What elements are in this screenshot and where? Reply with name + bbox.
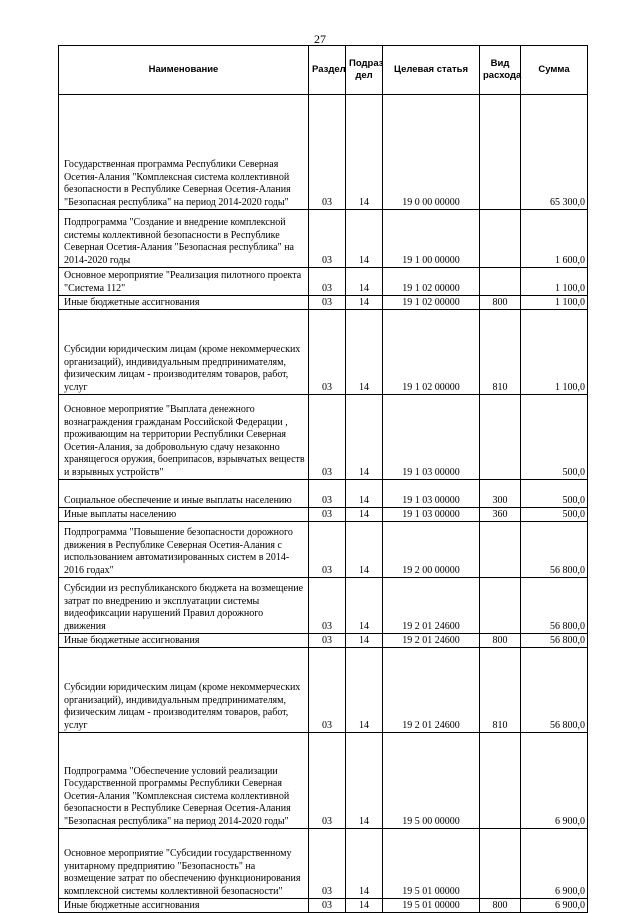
- row-razdel: 03: [309, 634, 346, 648]
- row-vid: 810: [480, 310, 521, 395]
- row-summa: 500,0: [521, 480, 588, 508]
- row-razdel: 03: [309, 899, 346, 913]
- row-vid: 810: [480, 648, 521, 733]
- table-row: [59, 829, 588, 899]
- row-razdel: 03: [309, 210, 346, 268]
- table-header-row: [59, 46, 588, 95]
- header-celevaya: Целевая статья: [383, 46, 480, 95]
- row-podrazdel: 14: [346, 268, 383, 296]
- row-podrazdel: 14: [346, 210, 383, 268]
- row-summa: 56 800,0: [521, 648, 588, 733]
- row-name: Субсидии юридическим лицам (кроме некоммерческих организаций), индивидуальным предпринимателям, физическим лицам - производителям товаров, работ, услуг: [59, 648, 309, 733]
- row-razdel: 03: [309, 829, 346, 899]
- row-razdel: 03: [309, 648, 346, 733]
- budget-table: [58, 45, 588, 913]
- row-name: Подпрограмма "Обеспечение условий реализации Государственной программы Республики Северная Осетия-Алания "Комплексная система коллективной безопасности в Республике Северная Осетия-Алания "Безопасная республика" на период 2014-2020 годы": [59, 733, 309, 829]
- row-summa: 6 900,0: [521, 829, 588, 899]
- row-summa: 65 300,0: [521, 95, 588, 210]
- table-row: [59, 268, 588, 296]
- header-name: Наименование: [59, 46, 309, 95]
- row-name: Иные бюджетные ассигнования: [59, 634, 309, 648]
- row-celevaya: 19 5 01 00000: [383, 899, 480, 913]
- row-vid: [480, 268, 521, 296]
- header-razdel: Раздел: [309, 46, 346, 95]
- row-razdel: 03: [309, 578, 346, 634]
- row-summa: 500,0: [521, 395, 588, 480]
- row-celevaya: 19 1 03 00000: [383, 395, 480, 480]
- row-summa: 1 100,0: [521, 268, 588, 296]
- row-vid: [480, 578, 521, 634]
- row-podrazdel: 14: [346, 829, 383, 899]
- row-summa: 56 800,0: [521, 578, 588, 634]
- row-razdel: 03: [309, 268, 346, 296]
- table-row: [59, 578, 588, 634]
- row-podrazdel: 14: [346, 310, 383, 395]
- row-vid: 800: [480, 634, 521, 648]
- row-podrazdel: 14: [346, 508, 383, 522]
- row-name: Основное мероприятие "Субсидии государственному унитарному предприятию "Безопасность" на возмещение затрат по обеспечению функционирования комплексной системы коллективной безопасности": [59, 829, 309, 899]
- row-vid: [480, 829, 521, 899]
- row-podrazdel: 14: [346, 296, 383, 310]
- row-vid: [480, 395, 521, 480]
- row-name: Субсидии из республиканского бюджета на возмещение затрат по внедрению и эксплуатации системы видеофиксации нарушений Правил дорожного движения: [59, 578, 309, 634]
- row-celevaya: 19 5 01 00000: [383, 829, 480, 899]
- table-row: [59, 480, 588, 508]
- row-summa: 1 100,0: [521, 296, 588, 310]
- row-vid: [480, 95, 521, 210]
- row-vid: 800: [480, 899, 521, 913]
- table-row: [59, 210, 588, 268]
- row-summa: 6 900,0: [521, 899, 588, 913]
- row-vid: 360: [480, 508, 521, 522]
- row-celevaya: 19 0 00 00000: [383, 95, 480, 210]
- table-row: [59, 733, 588, 829]
- header-summa: Сумма: [521, 46, 588, 95]
- row-podrazdel: 14: [346, 395, 383, 480]
- row-razdel: 03: [309, 522, 346, 578]
- table-row: [59, 508, 588, 522]
- row-vid: [480, 210, 521, 268]
- row-razdel: 03: [309, 733, 346, 829]
- row-razdel: 03: [309, 395, 346, 480]
- table-row: [59, 296, 588, 310]
- row-podrazdel: 14: [346, 480, 383, 508]
- table-row: [59, 95, 588, 210]
- row-summa: 56 800,0: [521, 522, 588, 578]
- row-razdel: 03: [309, 480, 346, 508]
- table-row: [59, 648, 588, 733]
- row-podrazdel: 14: [346, 522, 383, 578]
- row-celevaya: 19 2 00 00000: [383, 522, 480, 578]
- row-summa: 1 600,0: [521, 210, 588, 268]
- row-celevaya: 19 1 02 00000: [383, 296, 480, 310]
- table-row: [59, 634, 588, 648]
- header-podrazdel: Подраз дел: [346, 46, 383, 95]
- row-vid: 300: [480, 480, 521, 508]
- row-name: Субсидии юридическим лицам (кроме некоммерческих организаций), индивидуальным предпринимателям, физическим лицам - производителям товаров, работ, услуг: [59, 310, 309, 395]
- row-name: Социальное обеспечение и иные выплаты населению: [59, 480, 309, 508]
- row-name: Иные бюджетные ассигнования: [59, 296, 309, 310]
- row-name: Подпрограмма "Повышение безопасности дорожного движения в Республике Северная Осетия-Алания с использованием автоматизированных систем в 2014-2016 годах": [59, 522, 309, 578]
- row-celevaya: 19 1 00 00000: [383, 210, 480, 268]
- row-celevaya: 19 1 03 00000: [383, 508, 480, 522]
- table-row: [59, 310, 588, 395]
- row-name: Основное мероприятие "Выплата денежного вознаграждения гражданам Российской Федерации , проживающим на территории Республики Северная Осетия-Алания, за добровольную сдачу незаконно хранящегося оружия, боеприпасов, взрывчатых веществ и взрывных устройств": [59, 395, 309, 480]
- row-razdel: 03: [309, 296, 346, 310]
- row-celevaya: 19 2 01 24600: [383, 634, 480, 648]
- row-name: Государственная программа Республики Северная Осетия-Алания "Комплексная система коллективной безопасности в Республике Северная Осетия-Алания "Безопасная республика" на период 2014-2020 годы": [59, 95, 309, 210]
- row-podrazdel: 14: [346, 578, 383, 634]
- row-celevaya: 19 5 00 00000: [383, 733, 480, 829]
- row-podrazdel: 14: [346, 648, 383, 733]
- table-row: [59, 395, 588, 480]
- row-name: Иные выплаты населению: [59, 508, 309, 522]
- row-podrazdel: 14: [346, 899, 383, 913]
- row-razdel: 03: [309, 508, 346, 522]
- row-razdel: 03: [309, 95, 346, 210]
- row-razdel: 03: [309, 310, 346, 395]
- row-summa: 1 100,0: [521, 310, 588, 395]
- row-summa: 56 800,0: [521, 634, 588, 648]
- table-row: [59, 522, 588, 578]
- row-celevaya: 19 2 01 24600: [383, 578, 480, 634]
- page-number: 27: [314, 32, 326, 46]
- row-name: Подпрограмма "Создание и внедрение комплексной системы коллективной безопасности в Республике Северная Осетия-Алания "Безопасная республика" на 2014-2020 годы: [59, 210, 309, 268]
- row-celevaya: 19 2 01 24600: [383, 648, 480, 733]
- row-celevaya: 19 1 02 00000: [383, 310, 480, 395]
- row-podrazdel: 14: [346, 634, 383, 648]
- row-vid: 800: [480, 296, 521, 310]
- row-podrazdel: 14: [346, 95, 383, 210]
- header-vid: Вид расхода: [480, 46, 521, 95]
- table-row: [59, 899, 588, 913]
- row-vid: [480, 733, 521, 829]
- row-celevaya: 19 1 03 00000: [383, 480, 480, 508]
- row-summa: 6 900,0: [521, 733, 588, 829]
- row-name: Основное мероприятие "Реализация пилотного проекта "Система 112": [59, 268, 309, 296]
- row-vid: [480, 522, 521, 578]
- row-celevaya: 19 1 02 00000: [383, 268, 480, 296]
- row-podrazdel: 14: [346, 733, 383, 829]
- row-name: Иные бюджетные ассигнования: [59, 899, 309, 913]
- row-summa: 500,0: [521, 508, 588, 522]
